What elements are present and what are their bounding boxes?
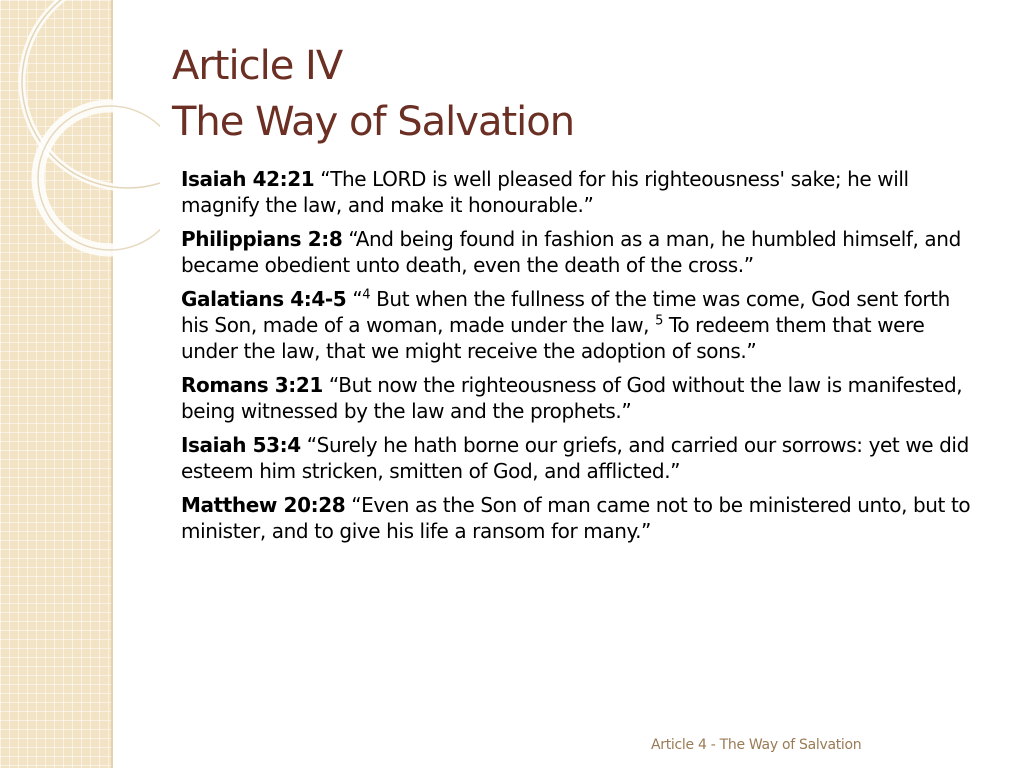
verse-item xyxy=(181,166,981,218)
verse-reference: Philippians 2:8 xyxy=(181,227,343,251)
verse-text: “But now the righteousness of God without the law is manifested, being witnessed by the law and the prophets.” xyxy=(181,373,963,423)
verse-list xyxy=(181,166,981,552)
verse-item xyxy=(181,492,981,544)
verse-open-quote: “ xyxy=(352,287,363,311)
verse-text: “Even as the Son of man came not to be ministered unto, but to minister, and to give his life a ransom for many.” xyxy=(181,493,971,543)
verse-reference: Romans 3:21 xyxy=(181,373,323,397)
verse-text: To redeem them that were under the law, that we might receive the adoption of sons.” xyxy=(181,313,925,363)
decorative-circles xyxy=(0,0,160,260)
slide-title xyxy=(172,38,574,150)
verse-item xyxy=(181,286,981,364)
title-line-2: The Way of Salvation xyxy=(172,99,575,145)
slide-footer: Article 4 - The Way of Salvation xyxy=(651,737,862,753)
title-line-1: Article IV xyxy=(172,43,343,89)
verse-text: “And being found in fashion as a man, he humbled himself, and became obedient unto death, even the death of the cross.” xyxy=(181,227,961,277)
verse-number: 4 xyxy=(362,287,371,303)
verse-text: “Surely he hath borne our griefs, and carried our sorrows: yet we did esteem him stricken, smitten of God, and afflicted.” xyxy=(181,433,969,483)
verse-item xyxy=(181,432,981,484)
verse-text: But when the fullness of the time was come, God sent forth his Son, made of a woman, made under the law, xyxy=(181,287,950,337)
verse-reference: Isaiah 53:4 xyxy=(181,433,301,457)
verse-reference: Galatians 4:4-5 xyxy=(181,287,347,311)
verse-reference: Matthew 20:28 xyxy=(181,493,346,517)
verse-item xyxy=(181,372,981,424)
verse-item xyxy=(181,226,981,278)
verse-text: “The LORD is well pleased for his righteousness' sake; he will magnify the law, and make it honourable.” xyxy=(181,167,909,217)
verse-reference: Isaiah 42:21 xyxy=(181,167,315,191)
verse-number: 5 xyxy=(655,313,663,329)
